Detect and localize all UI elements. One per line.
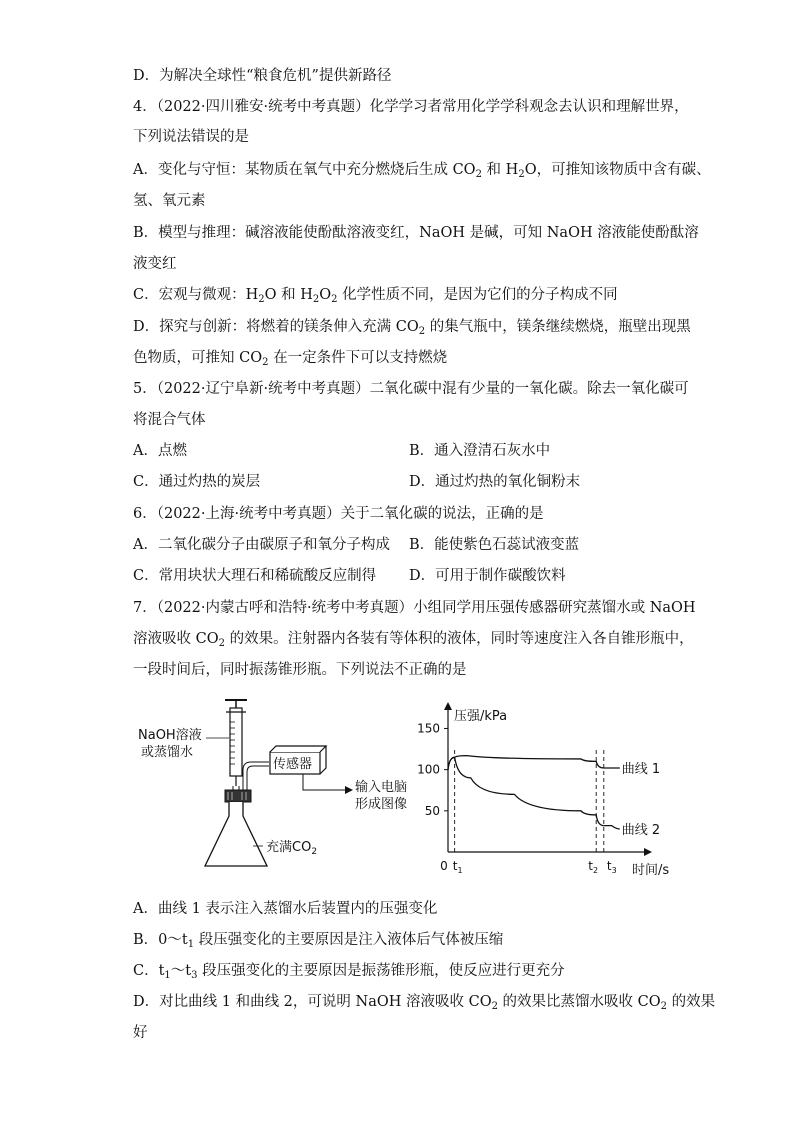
q5-stem-line2: 将混合气体 [133,412,206,428]
q7-option-a: A．曲线 1 表示注入蒸馏水后装置内的压强变化 [133,901,438,917]
q4-option-c: C．宏观与微观：$H_2O$ 和 $H_2O_2$ 化学性质不同，是因为它们的分子构成不同 [133,287,618,305]
series-label-2: 曲线 2 [621,822,661,838]
q7-stem-line2: 溶液吸收 $CO_2$ 的效果。注射器内各装有等体积的液体，同时等速度注入各自锥形瓶中， [133,631,694,649]
pressure-chart [410,702,670,882]
series-line-1 [448,756,604,770]
x-axis-arrow [644,848,652,856]
q7-option-d-cont: 好 [133,1025,148,1041]
origin-label: 0 [440,859,448,873]
q5-option-b: B．通入澄清石灰水中 [409,443,551,459]
q4-stem-line2: 下列说法错误的是 [133,129,249,145]
q5-stem-line1: 5．（2022·辽宁阜新·统考中考真题）二氧化碳中混有少量的一氧化碳。除去一氧化碳可 [133,381,689,397]
q6-option-c: C．常用块状大理石和稀硫酸反应制得 [133,568,377,584]
q4-option-b-cont: 液变红 [133,256,177,272]
q4-option-a: A．变化与守恒：某物质在氧气中充分燃烧后生成 $CO_2$ 和 $H_2O$，可推知该物质中含有碳、 [133,162,711,180]
label-output-1: 输入电脑 [355,780,408,795]
q7-stem-line3: 一段时间后，同时振荡锥形瓶。下列说法不正确的是 [133,662,467,678]
series-label-1: 曲线 1 [621,762,661,777]
q7-option-b: B．$0\sim t_1$ 段压强变化的主要原因是注入液体后气体被压缩 [133,932,504,950]
q6-option-d: D．可用于制作碳酸饮料 [409,568,566,584]
q4-option-a-cont: 氢、氧元素 [133,193,206,209]
q4-option-d-cont: 色物质，可推知 $CO_2$ 在一定条件下可以支持燃烧 [133,350,448,368]
y-tick-label-50: 50 [424,803,440,818]
series-tail-2 [604,826,620,829]
series-line-2 [448,757,604,825]
q7-stem-line1: 7．（2022·内蒙古呼和浩特·统考中考真题）小组同学用压强传感器研究蒸馏水或 NaOH [133,600,696,616]
q5-option-c: C．通过灼热的炭层 [133,474,261,490]
x-axis-label: 时间/s [632,863,670,878]
y-tick-label-150: 150 [417,721,440,736]
y-tick-label-100: 100 [417,762,440,777]
q4-option-d: D．探究与创新：将燃着的镁条伸入充满 $CO_2$ 的集气瓶中，镁条继续燃烧，瓶壁出现黑 [133,319,691,337]
y-axis-label: 压强/kPa [454,709,508,724]
label-liquid-1: NaOH溶液 [138,728,202,743]
q6-stem: 6．（2022·上海·统考中考真题）关于二氧化碳的说法，正确的是 [133,506,544,522]
apparatus-diagram [133,690,408,880]
q5-option-a: A．点燃 [133,443,187,459]
x-tick-label-t1: $t_1$ [452,859,463,875]
x-tick-label-t3: $t_3$ [606,859,617,875]
x-tick-label-t2: $t_2$ [588,859,599,875]
q5-option-d: D．通过灼热的氧化铜粉末 [409,474,581,490]
q6-option-b: B．能使紫色石蕊试液变蓝 [409,537,580,553]
label-liquid-2: 或蒸馏水 [141,745,194,760]
q7-option-d: D．对比曲线 1 和曲线 2，可说明 NaOH 溶液吸收 $CO_2$ 的效果比蒸馏水吸收 $CO_2$ 的效果 [133,994,716,1012]
y-axis-arrow [444,702,452,710]
q4-stem-line1: 4．（2022·四川雅安·统考中考真题）化学学习者常用化学学科观念去认识和理解世界， [133,99,689,115]
label-output-2: 形成图像 [355,797,408,812]
label-flask: 充满$CO_2$ [266,840,318,857]
q4-option-b: B．模型与推理：碱溶液能使酚酞溶液变红，NaOH 是碱，可知 NaOH 溶液能使酚酞溶 [133,225,699,241]
label-sensor: 传感器 [273,757,313,772]
q7-option-c: C．$t_1\sim t_3$ 段压强变化的主要原因是振荡锥形瓶，使反应进行更充分 [133,963,565,981]
q6-option-a: A．二氧化碳分子由碳原子和氧分子构成 [133,537,390,553]
q3-option-d: D．为解决全球性“粮食危机”提供新路径 [133,68,392,84]
